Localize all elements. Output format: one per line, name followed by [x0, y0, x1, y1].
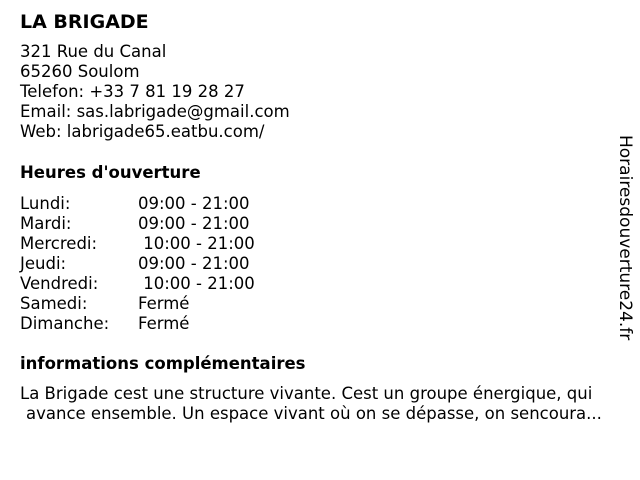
watermark-text: Horairesdouverture24.fr	[615, 135, 635, 341]
web-line: Web: labrigade65.eatbu.com/	[20, 122, 265, 141]
info-line-2: avance ensemble. Un espace vivant où on se dépasse, on sencoura...	[26, 404, 602, 423]
opening-hours-heading: Heures d'ouverture	[20, 163, 201, 182]
hours-row	[20, 294, 255, 314]
day-hours: 09:00 - 21:00	[138, 254, 250, 273]
info-line-1: La Brigade cest une structure vivante. Cest un groupe énergique, qui	[20, 384, 593, 403]
day-hours: 10:00 - 21:00	[138, 234, 255, 253]
day-hours: 09:00 - 21:00	[138, 214, 250, 233]
day-hours: Fermé	[138, 294, 190, 313]
city-address: 65260 Soulom	[20, 62, 140, 81]
day-label: Vendredi:	[20, 274, 99, 293]
day-hours: Fermé	[138, 314, 190, 333]
hours-row	[20, 234, 255, 254]
phone-line: Telefon: +33 7 81 19 28 27	[20, 82, 245, 101]
hours-row	[20, 274, 255, 294]
day-label: Jeudi:	[20, 254, 67, 273]
additional-info-heading: informations complémentaires	[20, 354, 306, 373]
business-card	[20, 10, 610, 423]
day-label: Samedi:	[20, 294, 88, 313]
day-label: Lundi:	[20, 194, 71, 213]
site-watermark	[612, 135, 636, 345]
additional-info-text	[20, 384, 635, 424]
day-hours: 09:00 - 21:00	[138, 194, 250, 213]
day-label: Mardi:	[20, 214, 72, 233]
email-line: Email: sas.labrigade@gmail.com	[20, 102, 290, 121]
day-label: Mercredi:	[20, 234, 98, 253]
hours-row	[20, 214, 255, 234]
hours-row	[20, 194, 255, 214]
business-name: LA BRIGADE	[20, 11, 149, 33]
day-hours: 10:00 - 21:00	[138, 274, 255, 293]
hours-row	[20, 314, 255, 334]
opening-hours-table	[20, 194, 255, 334]
hours-row	[20, 254, 255, 274]
street-address: 321 Rue du Canal	[20, 42, 167, 61]
day-label: Dimanche:	[20, 314, 110, 333]
